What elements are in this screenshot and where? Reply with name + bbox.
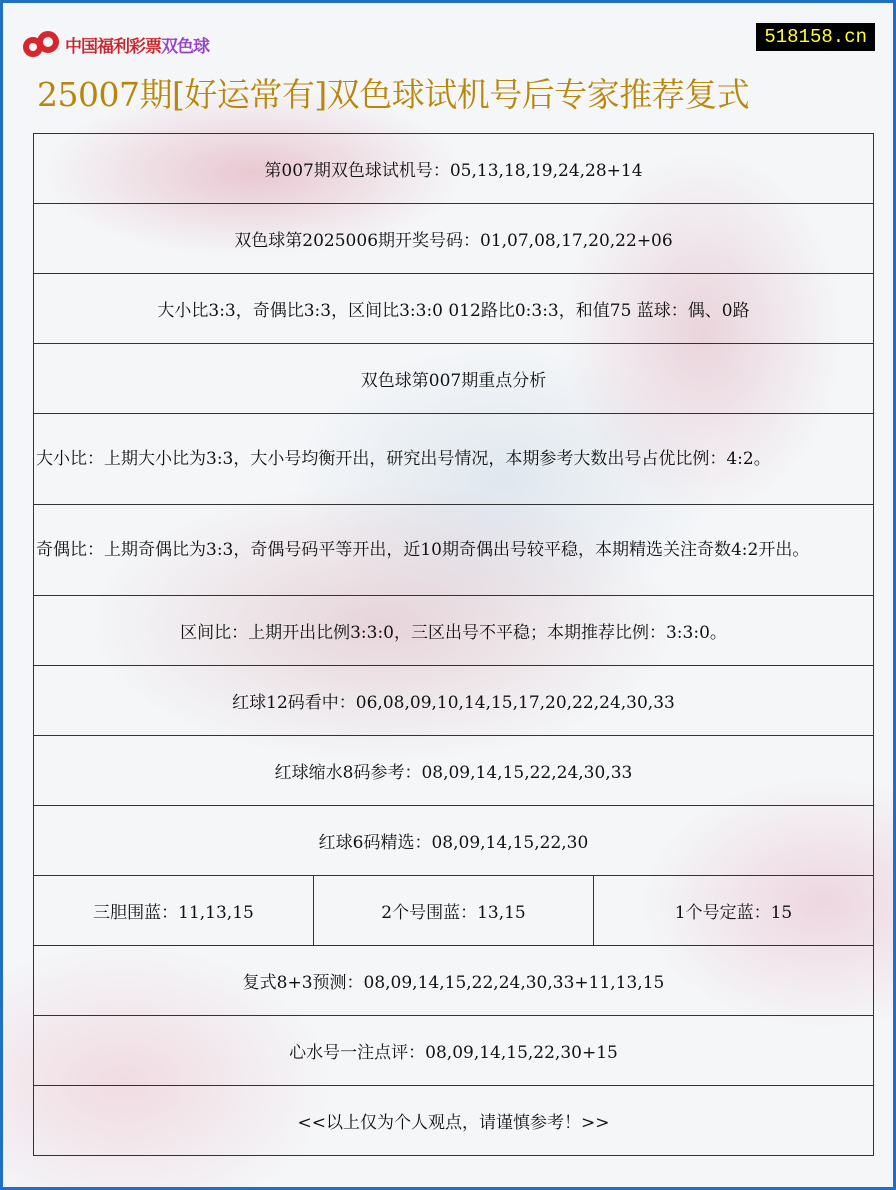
draw-result: 双色球第2025006期开奖号码：01,07,08,17,20,22+06 [34, 204, 874, 274]
red-8: 红球缩水8码参考：08,09,14,15,22,24,30,33 [34, 736, 874, 806]
single-pick: 心水号一注点评：08,09,14,15,22,30+15 [34, 1016, 874, 1086]
logo-text: 中国福利彩票 [65, 36, 161, 56]
compound-prediction: 复式8+3预测：08,09,14,15,22,24,30,33+11,13,15 [34, 946, 874, 1016]
analysis-heading: 双色球第007期重点分析 [34, 344, 874, 414]
test-numbers: 第007期双色球试机号：05,13,18,19,24,28+14 [34, 134, 874, 204]
table-row [34, 1086, 874, 1156]
red-6: 红球6码精选：08,09,14,15,22,30 [34, 806, 874, 876]
blue-two: 2个号围蓝：13,15 [314, 876, 594, 946]
size-ratio-analysis: 大小比：上期大小比为3:3，大小号均衡开出，研究出号情况，本期参考大数出号占优比例：4:2。 [34, 414, 874, 505]
content-table [33, 133, 874, 1156]
table-row [34, 666, 874, 736]
table-row [34, 876, 874, 946]
lottery-logo [21, 27, 209, 61]
table-row [34, 414, 874, 505]
blue-one: 1个号定蓝：15 [594, 876, 874, 946]
page-title: 25007期[好运常有]双色球试机号后专家推荐复式 [37, 75, 750, 114]
table-row [34, 736, 874, 806]
table-row [34, 806, 874, 876]
table-row [34, 134, 874, 204]
draw-stats: 大小比3:3，奇偶比3:3，区间比3:3:0 012路比0:3:3，和值75 蓝球：偶、0路 [34, 274, 874, 344]
table-row [34, 505, 874, 596]
site-badge: 518158.cn [756, 23, 875, 51]
logo-icon [21, 27, 61, 61]
odd-even-analysis: 奇偶比：上期奇偶比为3:3，奇偶号码平等开出，近10期奇偶出号较平稳，本期精选关注奇数4:2开出。 [34, 505, 874, 596]
table-row [34, 946, 874, 1016]
table-row [34, 344, 874, 414]
table-row [34, 1016, 874, 1086]
disclaimer: <<以上仅为个人观点，请谨慎参考！>> [34, 1086, 874, 1156]
table-row [34, 274, 874, 344]
logo-brand: 双色球 [161, 36, 209, 56]
table-row [34, 596, 874, 666]
blue-three: 三胆围蓝：11,13,15 [34, 876, 314, 946]
red-12: 红球12码看中：06,08,09,10,14,15,17,20,22,24,30,33 [34, 666, 874, 736]
zone-analysis: 区间比：上期开出比例3:3:0，三区出号不平稳；本期推荐比例：3:3:0。 [34, 596, 874, 666]
table-row [34, 204, 874, 274]
